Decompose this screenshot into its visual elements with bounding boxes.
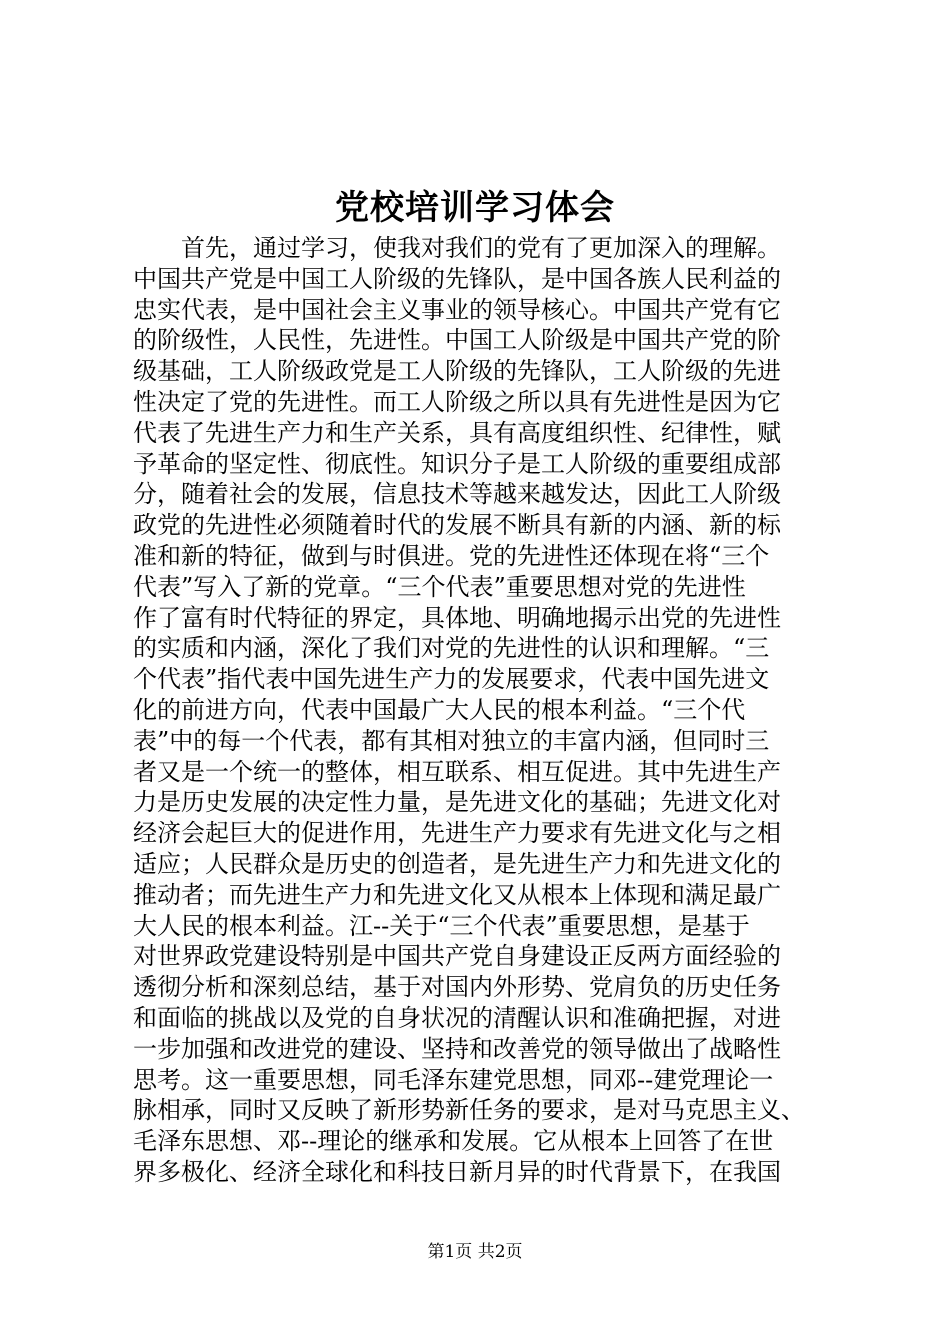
body-line: 首先，通过学习，使我对我们的党有了更加深入的理解。 xyxy=(181,234,781,262)
body-line: 推动者；而先进生产力和先进文化又从根本上体现和满足最广 xyxy=(133,880,781,909)
body-line: 者又是一个统一的整体，相互联系、相互促进。其中先进生产 xyxy=(133,757,781,786)
page-footer: 第1页 共2页 xyxy=(427,1242,523,1262)
body-line: 脉相承，同时又反映了新形势新任务的要求，是对马克思主义、 xyxy=(133,1096,805,1125)
body-line: 分，随着社会的发展，信息技术等越来越发达，因此工人阶级 xyxy=(133,480,781,509)
body-line: 级基础，工人阶级政党是工人阶级的先锋队，工人阶级的先进 xyxy=(133,357,781,386)
body-line: 界多极化、经济全球化和科技日新月异的时代背景下，在我国 xyxy=(133,1157,781,1186)
body-line: 大人民的根本利益。江--关于“三个代表”重要思想，是基于 xyxy=(133,911,750,940)
body-line: 透彻分析和深刻总结，基于对国内外形势、党肩负的历史任务 xyxy=(133,973,781,1002)
body-line: 忠实代表，是中国社会主义事业的领导核心。中国共产党有它 xyxy=(133,295,781,324)
body-line: 化的前进方向，代表中国最广大人民的根本利益。“三个代 xyxy=(133,695,746,724)
document-title: 党校培训学习体会 xyxy=(335,188,615,228)
body-line: 思考。这一重要思想，同毛泽东建党思想，同邓--建党理论一 xyxy=(133,1065,774,1094)
document-body xyxy=(133,233,833,1188)
body-line: 准和新的特征，做到与时俱进。党的先进性还体现在将“三个 xyxy=(133,541,770,570)
body-line: 对世界政党建设特别是中国共产党自身建设正反两方面经验的 xyxy=(133,942,781,971)
body-line: 作了富有时代特征的界定，具体地、明确地揭示出党的先进性 xyxy=(133,603,781,632)
body-line: 中国共产党是中国工人阶级的先锋队，是中国各族人民利益的 xyxy=(133,264,781,293)
body-line: 政党的先进性必须随着时代的发展不断具有新的内涵、新的标 xyxy=(133,511,781,540)
body-line: 经济会起巨大的促进作用，先进生产力要求有先进文化与之相 xyxy=(133,819,781,848)
body-line: 的阶级性，人民性，先进性。中国工人阶级是中国共产党的阶 xyxy=(133,326,781,355)
body-line: 和面临的挑战以及党的自身状况的清醒认识和准确把握，对进 xyxy=(133,1003,781,1032)
body-line: 表”中的每一个代表，都有其相对独立的丰富内涵，但同时三 xyxy=(133,726,770,755)
body-line: 的实质和内涵，深化了我们对党的先进性的认识和理解。“三 xyxy=(133,634,770,663)
body-line: 适应；人民群众是历史的创造者，是先进生产力和先进文化的 xyxy=(133,849,781,878)
body-line: 予革命的坚定性、彻底性。知识分子是工人阶级的重要组成部 xyxy=(133,449,781,478)
body-line: 一步加强和改进党的建设、坚持和改善党的领导做出了战略性 xyxy=(133,1034,781,1063)
body-line: 个代表”指代表中国先进生产力的发展要求，代表中国先进文 xyxy=(133,665,770,694)
body-line: 毛泽东思想、邓--理论的继承和发展。它从根本上回答了在世 xyxy=(133,1127,774,1156)
body-line: 代表了先进生产力和生产关系，具有高度组织性、纪律性，赋 xyxy=(133,418,781,447)
body-line: 代表”写入了新的党章。“三个代表”重要思想对党的先进性 xyxy=(133,572,746,601)
body-line: 性决定了党的先进性。而工人阶级之所以具有先进性是因为它 xyxy=(133,387,781,416)
body-line: 力是历史发展的决定性力量，是先进文化的基础；先进文化对 xyxy=(133,788,781,817)
